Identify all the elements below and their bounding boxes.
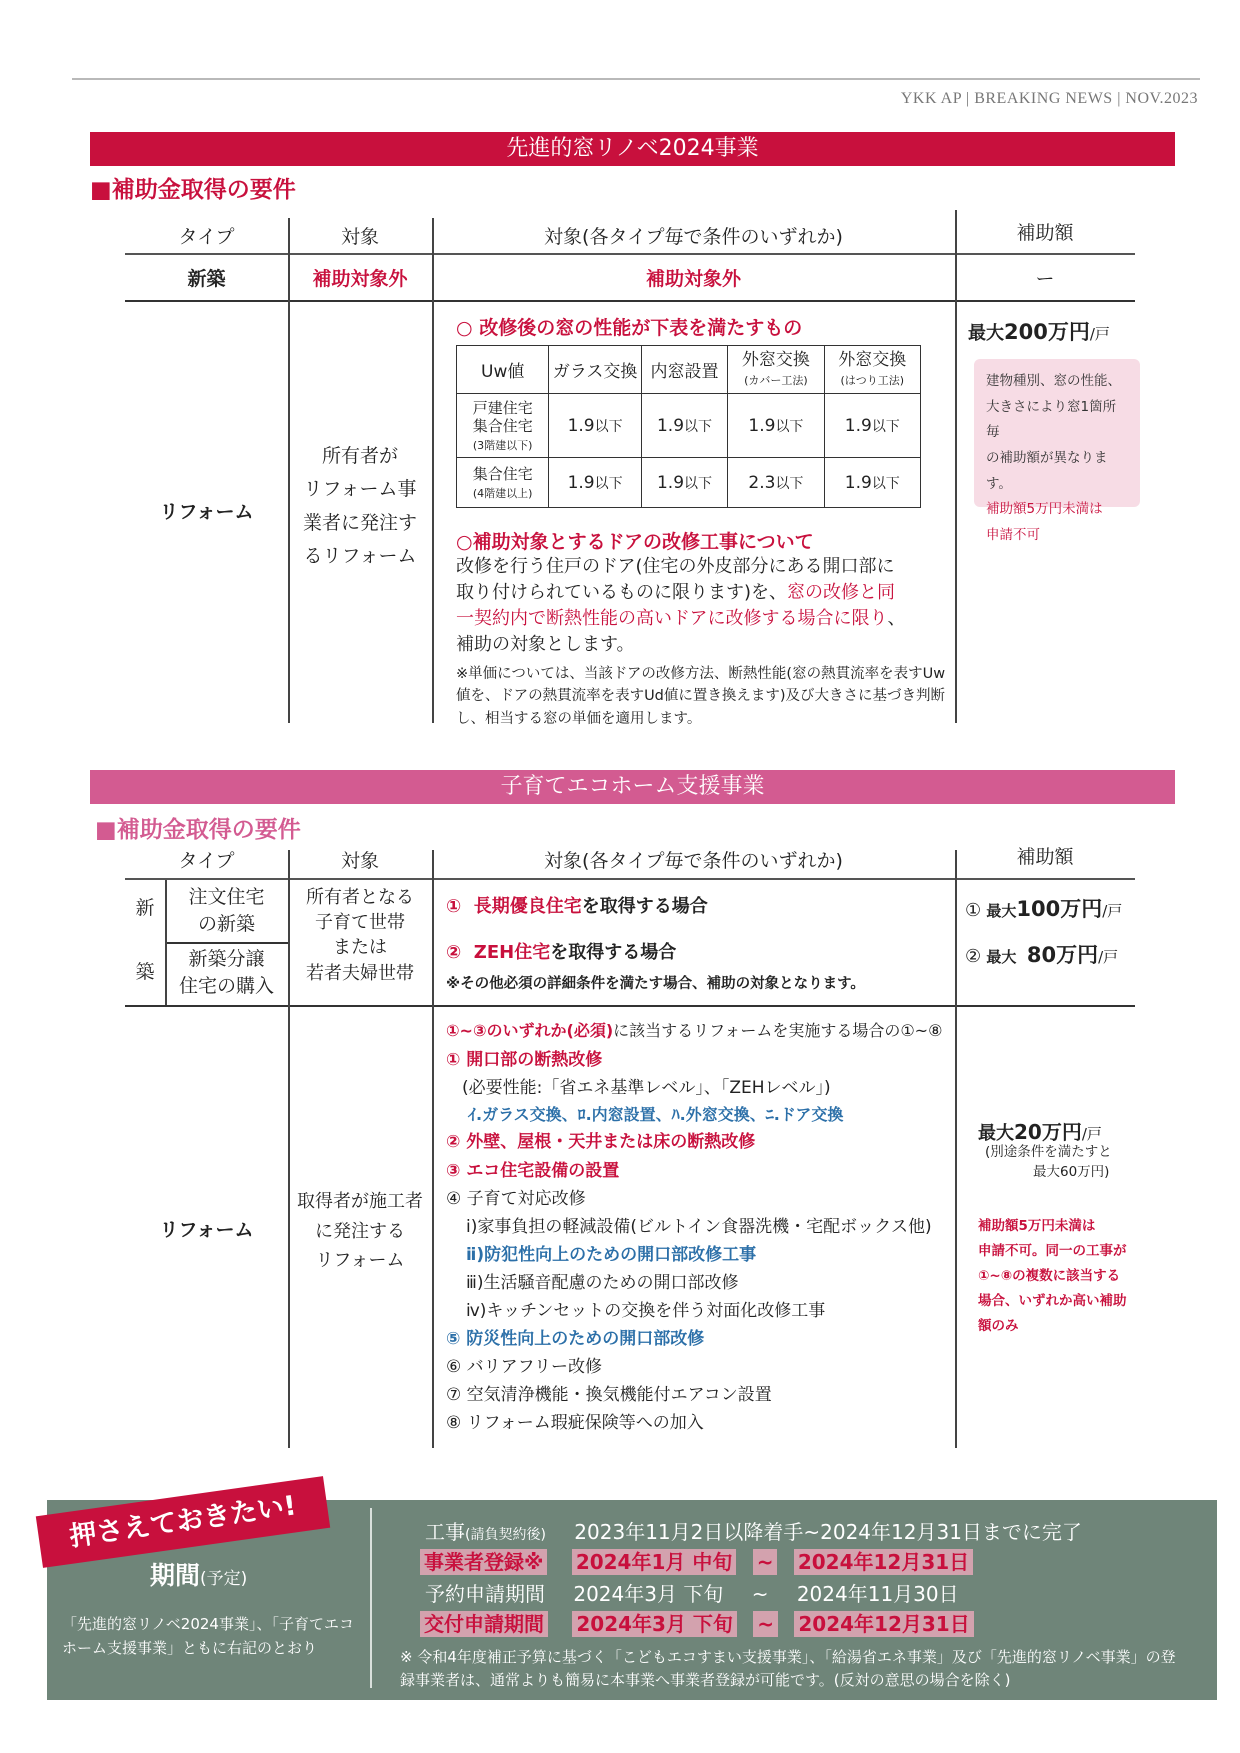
t2-amount-2: ② 最大 80万円/戸	[965, 943, 1119, 967]
t2-reform-items	[446, 1046, 956, 1437]
reform-item: ⑤ 防災性向上のための開口部改修	[446, 1328, 705, 1349]
uw-header-cell: Uw値	[457, 346, 549, 394]
t1-door-text: 改修を行う住戸のドア(住宅の外皮部分にある開口部に 取り付けられているものに限ります)を、窓の改修と同 一契約内で断熱性能の高いドアに改修する場合に限り、 補助の対象とします。	[456, 556, 906, 656]
t2-subtype-rule	[165, 942, 288, 944]
reform-item: ① 開口部の断熱改修	[446, 1050, 603, 1070]
t2-subtype-purchase: 新築分譲 住宅の購入	[178, 948, 274, 997]
uw-value-cell: 1.9以下	[549, 394, 641, 458]
uw-value-cell: 1.9以下	[824, 458, 920, 508]
uw-value-cell: 2.3以下	[728, 458, 824, 508]
period-description: 「先進的窓リノベ2024事業」、「子育てエコホーム支援事業」ともに右記のとおり	[62, 1615, 354, 1657]
reform-item: ⅳ)キッチンセットの交換を伴う対面化改修工事	[466, 1300, 826, 1321]
reform-item: ⅱ)防犯性向上のための開口部改修工事	[466, 1244, 757, 1265]
t2-new-label-2: 築	[135, 961, 155, 983]
uw-row-label: 戸建住宅 集合住宅 (3階建以下)	[457, 394, 549, 458]
t2-col-rule-2	[432, 850, 434, 1448]
t1-door-note: ※単価については、当該ドアの改修方法、断熱性能(窓の熱貫流率を表すUw値を、ドアの熱貫流率を表すUd値に置き換えます)及び大きさに基づき判断し、相当する窓の単価を適用します。	[456, 666, 946, 727]
t2-reform-intro: ①~③のいずれか(必須)に該当するリフォームを実施する場合の①~⑧	[446, 1021, 943, 1040]
t1-header-condition: 対象(各タイプ毎で条件のいずれか)	[544, 226, 843, 248]
t2-subtype-custom: 注文住宅 の新築	[188, 886, 265, 935]
period-row-grant-application: 交付申請期間 2024年3月 下旬 ~ 2024年12月31日	[420, 1608, 1010, 1637]
period-badge: 押さえておきたい!	[36, 1476, 330, 1568]
reform-item: ④ 子育て対応改修	[446, 1188, 586, 1209]
t1-new-type: 新築	[187, 268, 226, 290]
period-title: 期間(予定)	[150, 1561, 248, 1590]
uw-value-cell: 1.9以下	[549, 458, 641, 508]
top-rule	[72, 78, 1200, 80]
uw-header-cell: 外窓交換 (はつり工法)	[824, 346, 920, 394]
uw-value-cell: 1.9以下	[641, 458, 727, 508]
reform-item: ⑧ リフォーム瑕疵保険等への加入	[446, 1412, 704, 1433]
uw-header-cell: 内窓設置	[641, 346, 727, 394]
reform-item: ⅰ)家事負担の軽減設備(ビルトイン食器洗機・宅配ボックス他)	[466, 1216, 932, 1237]
period-footnote: ※ 令和4年度補正予算に基づく「こどもエコすまい支援事業」、「給湯省エネ事業」及び「先進的窓リノベ事業」の登録事業者は、通常よりも簡易に本事業へ事業者登録が可能です。(反対の意思の場合を除く)	[400, 1648, 1176, 1689]
t2-reform-amount-note: (別途条件を満たすと 最大60万円)	[985, 1144, 1112, 1180]
t2-reform-target: 取得者が施工者 に発注する リフォーム	[297, 1191, 423, 1272]
t2-header-amount: 補助額	[1016, 846, 1074, 868]
reform-item: (必要性能:「省エネ基準レベル」、「ZEHレベル」)	[462, 1078, 831, 1099]
section1-subtitle: ■補助金取得の要件	[90, 177, 296, 203]
uw-row-label: 集合住宅 (4階建以上)	[457, 458, 549, 508]
reform-item: ⅲ)生活騒音配慮のための開口部改修	[466, 1272, 739, 1293]
t2-header-rule	[125, 878, 1135, 880]
t1-amount-note-box: 建物種別、窓の性能、 大きさにより窓1箇所毎 の補助額が異なります。 補助額5万円未満は 申請不可	[974, 359, 1140, 507]
period-row-registration: 事業者登録※ 2024年1月 中旬 ~ 2024年12月31日	[420, 1546, 1010, 1575]
t1-reform-target: 所有者が リフォーム事 業者に発注す るリフォーム	[302, 445, 417, 567]
section2-subtitle: ■補助金取得の要件	[95, 817, 301, 843]
t1-reform-type: リフォーム	[159, 501, 254, 523]
t1-header-amount: 補助額	[1016, 222, 1074, 244]
section1-banner: 先進的窓リノベ2024事業	[90, 132, 1175, 166]
uw-header-cell: 外窓交換 (カバー工法)	[728, 346, 824, 394]
t1-new-target: 補助対象外	[312, 268, 408, 290]
t2-cond-2: ② ZEH住宅を取得する場合	[446, 942, 677, 963]
reform-item: ③ エコ住宅設備の設置	[446, 1160, 620, 1181]
t1-window-condition-title: ○ 改修後の窓の性能が下表を満たすもの	[456, 317, 803, 339]
uw-value-cell: 1.9以下	[728, 394, 824, 458]
uw-header-cell: ガラス交換	[549, 346, 641, 394]
reform-item: ② 外壁、屋根・天井または床の断熱改修	[446, 1132, 756, 1153]
t1-reform-amount: 最大200万円/戸	[968, 320, 1110, 344]
page-header: YKK AP | BREAKING NEWS | NOV.2023	[900, 90, 1198, 107]
t1-header-type: タイプ	[178, 226, 235, 248]
t2-header-type: タイプ	[178, 850, 235, 872]
t2-reform-red-note: 補助額5万円未満は 申請不可。同一の工事が ①~⑧の複数に該当する 場合、いずれか高い補助 額のみ	[978, 1218, 1127, 1334]
uw-value-cell: 1.9以下	[641, 394, 727, 458]
t1-door-title: ○補助対象とするドアの改修工事について	[456, 531, 814, 553]
t2-cond-1: ① 長期優良住宅を取得する場合	[446, 896, 708, 917]
t2-reform-amount: 最大20万円/戸	[978, 1120, 1102, 1144]
reform-item: ⑦ 空気清浄機能・換気機能付エアコン設置	[446, 1384, 772, 1405]
t2-row-rule-1	[125, 1005, 1135, 1007]
reform-item: ｲ.ガラス交換、ﾛ.内窓設置、ﾊ.外窓交換、ﾆ.ドア交換	[468, 1105, 844, 1125]
uw-value-table	[456, 345, 921, 508]
t2-new-label-1: 新	[135, 897, 155, 919]
t2-new-target: 所有者となる 子育て世帯 または 若者夫婦世帯	[306, 887, 414, 984]
t2-cond-note: ※その他必須の詳細条件を満たす場合、補助の対象となります。	[446, 976, 865, 992]
t2-amount-1: ① 最大100万円/戸	[965, 897, 1123, 921]
t1-new-amount: ー	[1035, 268, 1055, 290]
section2-banner: 子育てエコホーム支援事業	[90, 770, 1175, 804]
period-divider	[370, 1508, 372, 1688]
period-row-reservation: 予約申請期間 2024年3月 下旬 ~ 2024年11月30日	[425, 1582, 959, 1606]
t2-reform-type: リフォーム	[159, 1219, 254, 1241]
t1-header-rule	[125, 253, 1135, 255]
t1-row-rule-1	[125, 300, 1135, 302]
t2-header-condition: 対象(各タイプ毎で条件のいずれか)	[544, 850, 843, 872]
period-row-construction: 工事(請負契約後) 2023年11月2日以降着手~2024年12月31日までに完了	[425, 1520, 1082, 1544]
t1-header-target: 対象	[340, 226, 379, 248]
t2-header-target: 対象	[340, 850, 379, 872]
t1-new-condition: 補助対象外	[645, 268, 741, 290]
reform-item: ⑥ バリアフリー改修	[446, 1356, 602, 1377]
uw-value-cell: 1.9以下	[824, 394, 920, 458]
